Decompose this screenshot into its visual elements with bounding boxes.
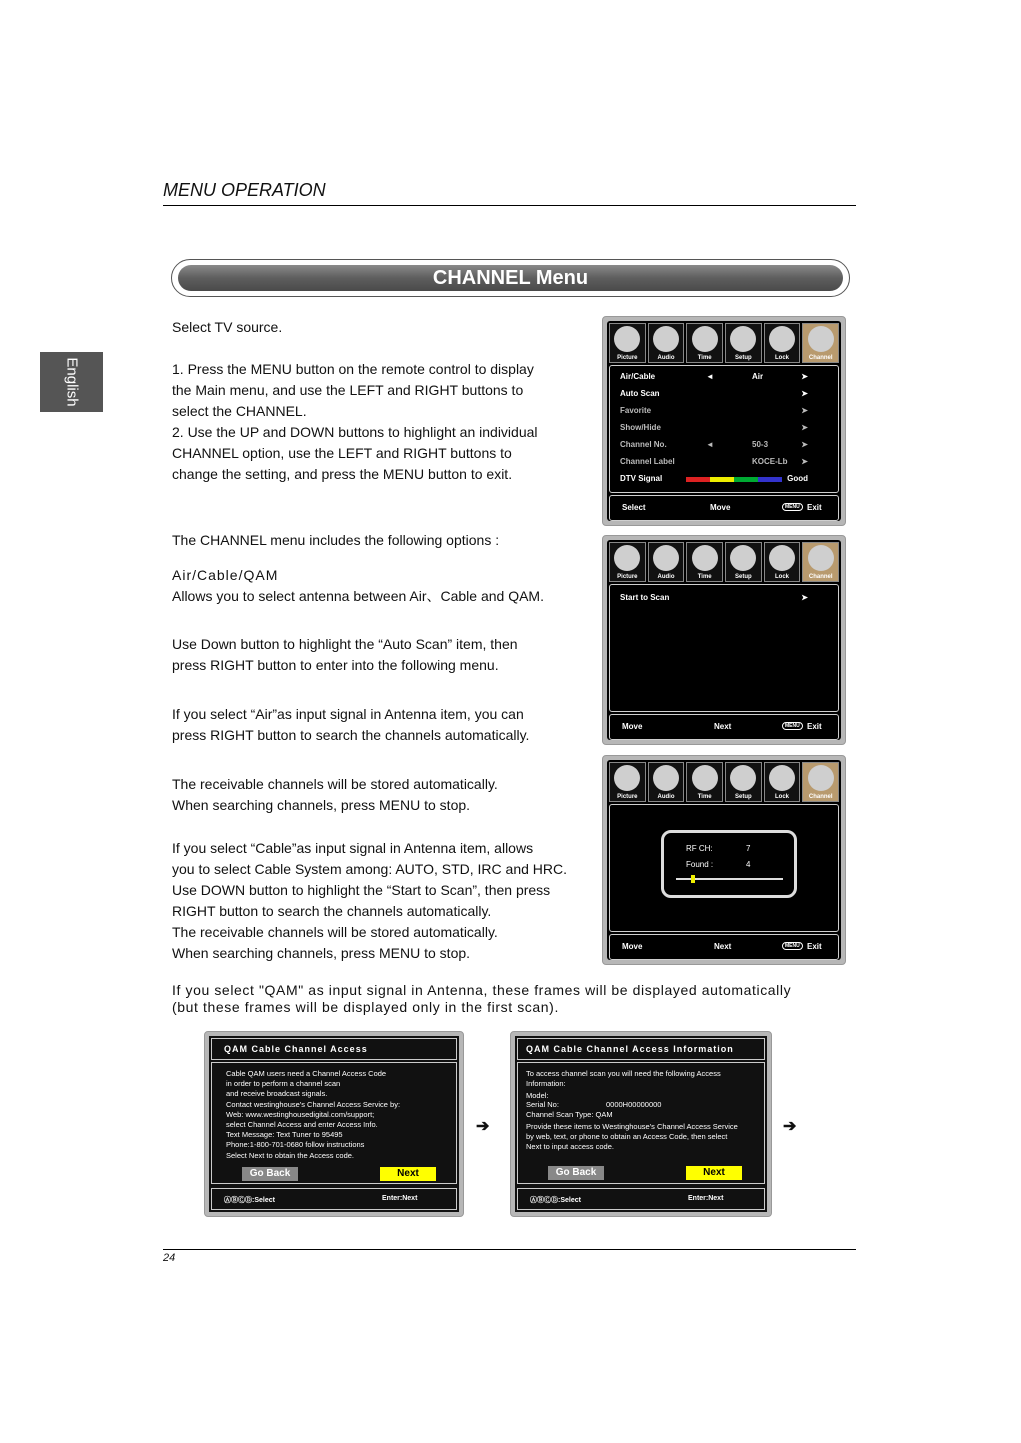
air-line: If you select “Air”as input signal in Antenna item, you can [172,706,524,722]
time-icon: Time [686,762,723,802]
intro-text [172,317,538,485]
menu-row-dtv-signal: DTV Signal Good [620,474,808,483]
section-banner-title: CHANNEL Menu [178,265,843,291]
qam-info-intro: To access channel scan you will need the following Access Information: [526,1069,721,1088]
intro-line: Select TV source. [172,319,283,335]
tv-icon-bar [609,323,839,363]
picture-icon: Picture [609,762,646,802]
footer-rule [163,1249,856,1250]
exit-hint: Exit [807,722,822,731]
channel-options-panel [609,365,839,493]
channel-icon: Channel [802,762,839,802]
tv-footer [609,495,839,521]
cable-line: The receivable channels will be stored automatically. [172,924,498,940]
page-number: 24 [163,1252,176,1264]
next-button[interactable]: Next [686,1166,742,1180]
menu-row-showhide: Show/Hide ➤ [620,423,808,432]
menu-row-channel-label: Channel Label KOCE-Lb ➤ [620,457,808,466]
select-hint: ⒶⒷⒸⒹ:Select [530,1197,581,1204]
time-icon: Time [686,323,723,363]
options-text [172,530,567,964]
exit-hint: Exit [807,942,822,951]
menu-key-icon: MENU [782,722,803,730]
scan-type: Channel Scan Type: QAM [526,1110,613,1120]
next-hint: Next [714,722,732,731]
menu-row-favorite: Favorite ➤ [620,406,808,415]
autoscan-line: press RIGHT button to enter into the following menu. [172,657,499,673]
audio-icon: Audio [648,323,685,363]
menu-row-autoscan: Auto Scan ➤ [620,389,808,398]
qam-info-dialog [510,1031,772,1217]
model-label: Model: [526,1090,549,1100]
serial-value: 0000H00000000 [606,1100,662,1110]
cable-line: RIGHT button to search the channels automatically. [172,903,492,919]
select-hint: Select [622,503,646,512]
scan-progress-panel [609,804,839,932]
language-tab [40,352,103,412]
stored-line: When searching channels, press MENU to stop. [172,797,471,813]
enter-hint: Enter:Next [382,1195,418,1202]
audio-icon: Audio [648,762,685,802]
go-back-button[interactable]: Go Back [548,1166,604,1180]
qam-access-dialog [204,1031,464,1217]
qam-info-footer [517,1188,765,1210]
rf-ch-label: RF CH: [686,844,713,853]
page-header-title: MENU OPERATION [163,180,326,200]
picture-icon: Picture [609,542,646,582]
select-hint: ⒶⒷⒸⒹ:Select [224,1197,275,1204]
options-intro: The CHANNEL menu includes the following options : [172,532,500,548]
time-icon: Time [686,542,723,582]
go-back-button[interactable]: Go Back [242,1167,298,1181]
arrow-right-icon: ➔ [476,1118,490,1135]
qam-note-line: (but these frames will be displayed only in the first scan). [172,999,559,1015]
arrow-right-icon: ➔ [783,1118,797,1135]
menu-row-aircable: Air/Cable ◄ Air ➤ [620,372,808,381]
setup-icon: Setup [725,542,762,582]
qam-info-provide: Provide these items to Westinghouse's Channel Access Service by web, text, or phone to obtain an Access Code, then select Next to input access code. [526,1121,738,1151]
qam-note [172,982,791,1016]
found-label: Found : [686,860,714,869]
picture-icon: Picture [609,323,646,363]
tv-footer [609,714,839,740]
tv-screen-scanning [602,755,846,965]
channel-icon: Channel [802,323,839,363]
qam-access-title: QAM Cable Channel Access [211,1038,457,1060]
intro-line: CHANNEL option, use the LEFT and RIGHT buttons to [172,445,512,461]
qam-access-para: Contact westinghouse's Channel Access Service by: Web: www.westinghousedigital.com/support; select Channel Access and enter Access Info. Text Message: Text Tuner to 95495 Phone:1-800-701-0680 follow instructions [226,1100,401,1149]
qam-note-line: If you select "QAM" as input signal in Antenna, these frames will be displayed automatically [172,982,792,998]
scan-progress-bar [676,878,783,880]
qam-access-body [211,1062,457,1184]
cable-line: When searching channels, press MENU to stop. [172,945,471,961]
lock-icon: Lock [764,762,801,802]
rf-ch-value: 7 [746,844,751,853]
move-hint: Move [710,503,731,512]
move-hint: Move [622,942,643,951]
tv-screen-channel-menu [602,316,846,526]
tv-footer [609,934,839,960]
aircable-heading: Air/Cable/QAM [172,567,279,583]
tv-icon-bar [609,762,839,802]
header-rule [163,205,856,206]
menu-row-channel-no: Channel No. ◄ 50-3 ➤ [620,440,808,449]
setup-icon: Setup [725,323,762,363]
qam-info-body [517,1062,765,1184]
move-hint: Move [622,722,643,731]
lock-icon: Lock [764,323,801,363]
next-hint: Next [714,942,732,951]
qam-access-footer [211,1188,457,1210]
next-button[interactable]: Next [380,1167,436,1181]
intro-line: 2. Use the UP and DOWN buttons to highlight an individual [172,424,538,440]
audio-icon: Audio [648,542,685,582]
scan-panel [609,584,839,712]
qam-access-para: Cable QAM users need a Channel Access Code in order to perform a channel scan and receive broadcast signals. [226,1069,387,1098]
autoscan-line: Use Down button to highlight the “Auto Scan” item, then [172,636,518,652]
language-tab-label: English [63,357,80,407]
cable-line: If you select “Cable”as input signal in Antenna item, allows [172,840,534,856]
scan-dialog [661,830,797,898]
intro-line: 1. Press the MENU button on the remote control to display [172,361,534,377]
exit-hint: Exit [807,503,822,512]
setup-icon: Setup [725,762,762,802]
cable-line: you to select Cable System among: AUTO, STD, IRC and HRC. [172,861,568,877]
serial-label: Serial No: [526,1100,559,1110]
intro-line: select the CHANNEL. [172,403,307,419]
menu-key-icon: MENU [782,503,803,511]
air-line: press RIGHT button to search the channels automatically. [172,727,530,743]
found-value: 4 [746,860,751,869]
section-banner [171,259,850,297]
tv-screen-auto-scan [602,535,846,745]
cable-line: Use DOWN button to highlight the “Start to Scan”, then press [172,882,551,898]
intro-line: change the setting, and press the MENU button to exit. [172,466,513,482]
stored-line: The receivable channels will be stored automatically. [172,776,498,792]
lock-icon: Lock [764,542,801,582]
qam-access-para: Select Next to obtain the Access code. [226,1151,354,1161]
qam-info-title: QAM Cable Channel Access Information [517,1038,765,1060]
enter-hint: Enter:Next [688,1195,724,1202]
menu-key-icon: MENU [782,942,803,950]
signal-strength-bar [686,477,782,482]
aircable-desc: Allows you to select antenna between Air、Cable and QAM. [172,588,544,604]
menu-row-start-scan: Start to Scan ➤ [620,593,808,602]
tv-icon-bar [609,542,839,582]
intro-line: the Main menu, and use the LEFT and RIGHT buttons to [172,382,524,398]
channel-icon: Channel [802,542,839,582]
